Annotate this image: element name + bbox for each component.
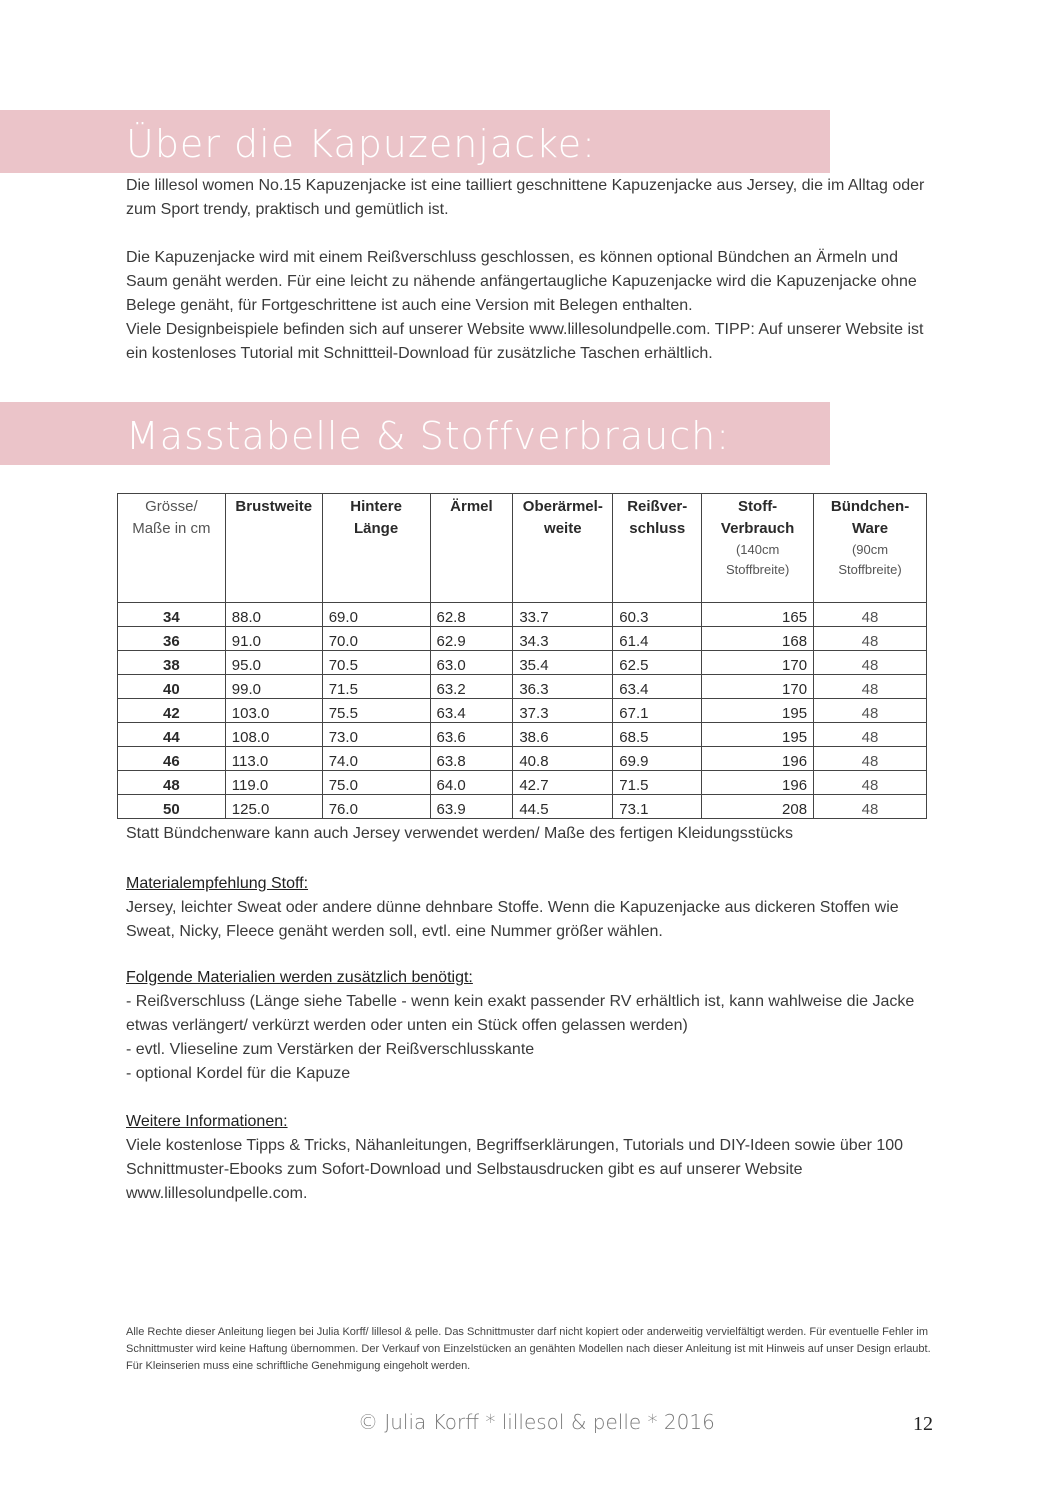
cell-fabric-usage: 208 xyxy=(702,795,814,819)
cell-size: 46 xyxy=(118,747,226,771)
cell-back-length: 76.0 xyxy=(322,795,430,819)
cell-upper-arm-width: 36.3 xyxy=(513,675,613,699)
info-heading: Weitere Informationen: xyxy=(126,1113,288,1130)
cell-cuff-fabric: 48 xyxy=(814,723,927,747)
cell-chest-width: 119.0 xyxy=(225,771,322,795)
section-title-size-chart: Masstabelle & Stoffverbrauch: xyxy=(126,414,731,458)
header-cuff-fabric: Bündchen- Ware (90cm Stoffbreite) xyxy=(814,494,927,603)
table-row xyxy=(118,795,927,819)
cell-size: 34 xyxy=(118,603,226,627)
cell-chest-width: 125.0 xyxy=(225,795,322,819)
cell-fabric-usage: 170 xyxy=(702,651,814,675)
cell-zipper: 63.4 xyxy=(613,675,702,699)
cell-sleeve: 62.9 xyxy=(430,627,513,651)
cell-upper-arm-width: 33.7 xyxy=(513,603,613,627)
cell-zipper: 61.4 xyxy=(613,627,702,651)
cell-chest-width: 103.0 xyxy=(225,699,322,723)
cell-fabric-usage: 196 xyxy=(702,771,814,795)
cell-back-length: 73.0 xyxy=(322,723,430,747)
header-sleeve: Ärmel xyxy=(430,494,513,603)
material-heading: Materialempfehlung Stoff: xyxy=(126,875,309,892)
table-row xyxy=(118,699,927,723)
extras-heading: Folgende Materialien werden zusätzlich benötigt: xyxy=(126,969,473,986)
table-row xyxy=(118,723,927,747)
header-size: Grösse/ Maße in cm xyxy=(118,494,226,603)
header-chest-width: Brustweite xyxy=(225,494,322,603)
cell-sleeve: 63.9 xyxy=(430,795,513,819)
cell-fabric-usage: 165 xyxy=(702,603,814,627)
cell-sleeve: 63.8 xyxy=(430,747,513,771)
cell-sleeve: 63.6 xyxy=(430,723,513,747)
table-note: Statt Bündchenware kann auch Jersey verwendet werden/ Maße des fertigen Kleidungsstücks xyxy=(126,825,794,842)
cell-chest-width: 91.0 xyxy=(225,627,322,651)
cell-zipper: 71.5 xyxy=(613,771,702,795)
cell-upper-arm-width: 42.7 xyxy=(513,771,613,795)
footer-copyright: © Julia Korff * lillesol & pelle * 2016 xyxy=(358,1410,715,1434)
cell-back-length: 74.0 xyxy=(322,747,430,771)
cell-chest-width: 88.0 xyxy=(225,603,322,627)
cell-cuff-fabric: 48 xyxy=(814,795,927,819)
cell-upper-arm-width: 40.8 xyxy=(513,747,613,771)
cell-back-length: 71.5 xyxy=(322,675,430,699)
table-row xyxy=(118,627,927,651)
cell-cuff-fabric: 48 xyxy=(814,771,927,795)
cell-cuff-fabric: 48 xyxy=(814,651,927,675)
table-row xyxy=(118,771,927,795)
material-text: Jersey, leichter Sweat oder andere dünne dehnbare Stoffe. Wenn die Kapuzenjacke aus dickeren Stoffen wie Sweat, Nicky, Fleece genäht werden soll, evtl. eine Nummer größer wählen. xyxy=(126,899,899,940)
cell-size: 38 xyxy=(118,651,226,675)
section-header-band xyxy=(0,110,830,173)
cell-fabric-usage: 168 xyxy=(702,627,814,651)
cell-back-length: 75.0 xyxy=(322,771,430,795)
cell-zipper: 68.5 xyxy=(613,723,702,747)
cell-size: 40 xyxy=(118,675,226,699)
cell-cuff-fabric: 48 xyxy=(814,699,927,723)
cell-sleeve: 64.0 xyxy=(430,771,513,795)
cell-zipper: 69.9 xyxy=(613,747,702,771)
cell-chest-width: 113.0 xyxy=(225,747,322,771)
section-header-band xyxy=(0,402,830,465)
cell-back-length: 70.5 xyxy=(322,651,430,675)
legal-notice: Alle Rechte dieser Anleitung liegen bei Julia Korff/ lillesol & pelle. Das Schnittmuster darf nicht kopiert oder anderweitig vervielfältigt werden. Für eventuelle Fehler im Schnittmuster wird keine Haftung übernommen. Der Verkauf von Einzelstücken an genähten Modellen nach dieser Anleitung ist mit Hinweis auf unser Design erlaubt. Für Kleinserien muss eine schriftliche Genehmigung eingeholt werden. xyxy=(126,1326,931,1372)
cell-sleeve: 62.8 xyxy=(430,603,513,627)
cell-upper-arm-width: 44.5 xyxy=(513,795,613,819)
table-row xyxy=(118,651,927,675)
table-row xyxy=(118,747,927,771)
cell-chest-width: 108.0 xyxy=(225,723,322,747)
cell-size: 44 xyxy=(118,723,226,747)
header-zipper: Reißver- schluss xyxy=(613,494,702,603)
cell-cuff-fabric: 48 xyxy=(814,627,927,651)
cell-cuff-fabric: 48 xyxy=(814,747,927,771)
cell-cuff-fabric: 48 xyxy=(814,603,927,627)
table-row xyxy=(118,603,927,627)
info-text: Viele kostenlose Tipps & Tricks, Nähanleitungen, Begriffserklärungen, Tutorials und DIY-Ideen sowie über 100 Schnittmuster-Ebooks zum Sofort-Download und Selbstausdrucken gibt es auf unserer Website www.lillesolundpelle.com. xyxy=(126,1137,904,1202)
info-section xyxy=(126,1110,926,1206)
cell-upper-arm-width: 35.4 xyxy=(513,651,613,675)
cell-chest-width: 95.0 xyxy=(225,651,322,675)
header-back-length: Hintere Länge xyxy=(322,494,430,603)
intro-paragraph-2: Die Kapuzenjacke wird mit einem Reißverschluss geschlossen, es können optional Bündchen an Ärmeln und Saum genäht werden. Für eine leicht zu nähende anfängertaugliche Kapuzenjacke wird die Kapuzenjacke ohne Belege genäht, für Fortgeschrittene ist auch eine Version mit Belegen enthalten. xyxy=(126,249,917,314)
cell-zipper: 67.1 xyxy=(613,699,702,723)
extras-section xyxy=(126,966,926,1086)
cell-upper-arm-width: 37.3 xyxy=(513,699,613,723)
table-header-row xyxy=(118,494,927,603)
cell-upper-arm-width: 38.6 xyxy=(513,723,613,747)
intro-paragraph-3: Viele Designbeispiele befinden sich auf unserer Website www.lillesolundpelle.com. TIPP: Auf unserer Website ist ein kostenloses Tutorial mit Schnittteil-Download für zusätzliche Taschen erhältlich. xyxy=(126,321,924,362)
cell-size: 48 xyxy=(118,771,226,795)
cell-cuff-fabric: 48 xyxy=(814,675,927,699)
cell-size: 36 xyxy=(118,627,226,651)
cell-fabric-usage: 170 xyxy=(702,675,814,699)
cell-fabric-usage: 195 xyxy=(702,723,814,747)
table-row xyxy=(118,675,927,699)
cell-zipper: 60.3 xyxy=(613,603,702,627)
cell-fabric-usage: 195 xyxy=(702,699,814,723)
cell-sleeve: 63.0 xyxy=(430,651,513,675)
cell-back-length: 75.5 xyxy=(322,699,430,723)
intro-paragraph-1: Die lillesol women No.15 Kapuzenjacke ist eine tailliert geschnittene Kapuzenjacke aus Jersey, die im Alltag oder zum Sport trendy, praktisch und gemütlich ist. xyxy=(126,177,925,218)
material-section xyxy=(126,872,926,944)
page-number: 12 xyxy=(913,1413,933,1435)
cell-chest-width: 99.0 xyxy=(225,675,322,699)
cell-upper-arm-width: 34.3 xyxy=(513,627,613,651)
cell-sleeve: 63.4 xyxy=(430,699,513,723)
intro-text xyxy=(126,174,926,366)
section-title-about: Über die Kapuzenjacke: xyxy=(126,122,596,166)
extras-item: - evtl. Vlieseline zum Verstärken der Reißverschlusskante xyxy=(126,1041,535,1058)
header-fabric-usage: Stoff- Verbrauch (140cm Stoffbreite) xyxy=(702,494,814,603)
cell-back-length: 70.0 xyxy=(322,627,430,651)
header-upper-arm-width: Oberärmel- weite xyxy=(513,494,613,603)
size-table xyxy=(117,493,927,819)
cell-sleeve: 63.2 xyxy=(430,675,513,699)
cell-zipper: 62.5 xyxy=(613,651,702,675)
cell-fabric-usage: 196 xyxy=(702,747,814,771)
cell-size: 42 xyxy=(118,699,226,723)
cell-back-length: 69.0 xyxy=(322,603,430,627)
extras-item: - Reißverschluss (Länge siehe Tabelle - wenn kein exakt passender RV erhältlich ist, kann wahlweise die Jacke etwas verlängert/ verkürzt werden oder unten ein Stück offen gelassen werden) xyxy=(126,993,915,1034)
cell-size: 50 xyxy=(118,795,226,819)
extras-item: - optional Kordel für die Kapuze xyxy=(126,1065,351,1082)
cell-zipper: 73.1 xyxy=(613,795,702,819)
